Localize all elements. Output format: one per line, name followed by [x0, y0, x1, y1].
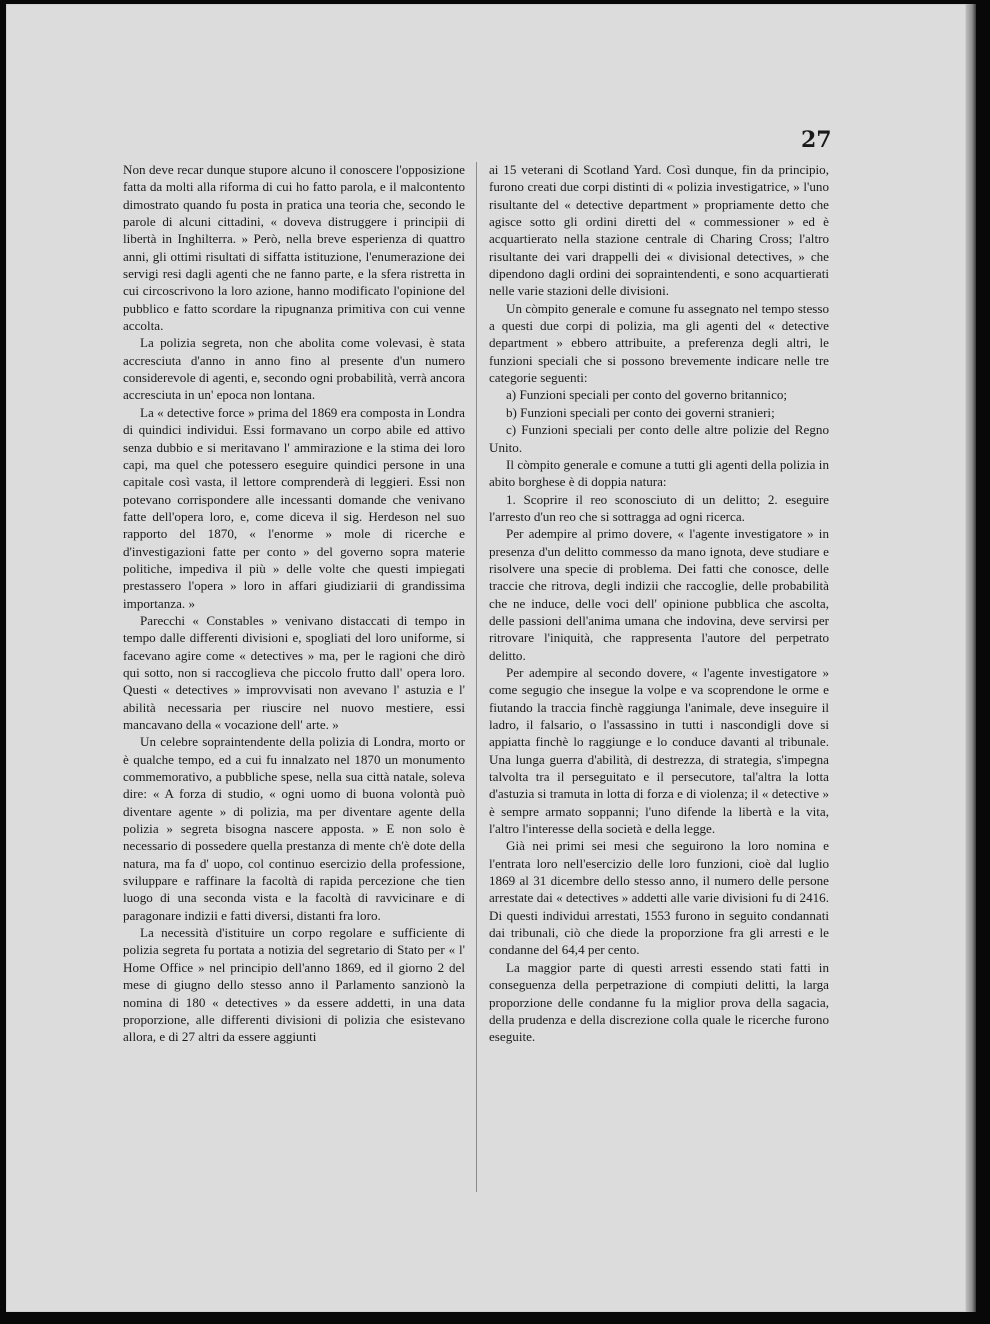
left-text-column [123, 161, 465, 1196]
paragraph: La polizia segreta, non che abolita come volevasi, è stata accresciuta d'anno in anno fino al presente d'un numero considerevole di agenti, e, secondo ogni probabilità, verrà ancora accresciuta in un' epoca non lontana. [123, 335, 465, 403]
paragraph: La necessità d'istituire un corpo regolare e sufficiente di polizia segreta fu portata a notizia del segretario di Stato per « l' Home Office » nel principio dell'anno 1869, ed il giorno 2 del mese di giugno dello stesso anno il Parlamento sanzionò la nomina di 180 « detectives » da essere addetti, in una data proporzione, alle differenti divisioni di polizia che esistevano allora, e di 27 altri da essere aggiunti [123, 925, 465, 1045]
list-item: c) Funzioni speciali per conto delle altre polizie del Regno Unito. [489, 422, 829, 455]
list-item: b) Funzioni speciali per conto dei governi stranieri; [506, 404, 775, 420]
book-page [6, 4, 966, 1312]
paragraph: Non deve recar dunque stupore alcuno il conoscere l'opposizione fatta da molti alla riforma di cui ho fatto parola, e il malcontento dimostrato quando fu posta in pratica una teoria che, secondo le parole di alcuni cittadini, « doveva distruggere i principii di libertà in Inghilterra. » Però, nella breve esperienza di quattro anni, gli ottimi risultati di siffatta istituzione, l'enumerazione dei servigi resi dagli agenti che ne fanno parte, e la sfera ristretta in cui circoscrivono la loro azione, hanno modificato l'opinione del pubblico e fatto scordare la ripugnanza primitiva con cui venne accolta. [123, 162, 465, 334]
paragraph: Per adempire al primo dovere, « l'agente investigatore » in presenza d'un delitto commesso da mano ignota, deve studiare e risolvere una specie di problema. Dei fatti che conosce, delle traccie che ritrova, degli indizii che raccoglie, delle probabilità che ne induce, delle voci dell' opinione pubblica che ascolta, delle passioni dell'anima umana che indovina, deve servirsi per ritrovare l'iniquità, che rappresenta l'autore del perpetrato delitto. [489, 526, 829, 663]
paragraph: Per adempire al secondo dovere, « l'agente investigatore » come segugio che insegue la volpe e va scoprendone le orme e fiutando la traccia finchè raggiunga l'animale, deve inseguire il ladro, il falsario, o l'assassino in tutti i nascondigli dove si appiatta finchè lo raggiunge e lo conduce davanti al tribunale. Una lunga guerra d'abilità, di destrezza, di strategia, s'impegna talvolta tra il perseguitato e il persecutore, tal'altra la lotta d'astuzia si tramuta in lotta di forza e di violenza; il « detective » è sempre armato soppanni; l'uno difende la libertà e la vita, l'altro l'interesse della società e della legge. [489, 664, 829, 837]
paragraph: Il còmpito generale e comune a tutti gli agenti della polizia in abito borghese è di doppia natura: [489, 456, 829, 490]
right-text-column [489, 161, 829, 1196]
paragraph: ai 15 veterani di Scotland Yard. Così dunque, fin da principio, furono creati due corpi distinti di « polizia investigatrice, » l'uno risultante del « detective department » propriamente detto che agisce sotto gli ordini diretti del « commessioner » ed è acquartierato nella stazione centrale di Charing Cross; l'altro risultante dei vari drappelli dei « divisional detectives, » che dipendono dagli ordini dei sopraintendenti, e sono acquartierati nelle varie stazioni delle divisioni. [489, 162, 829, 299]
page-number: 27 [801, 127, 832, 153]
list-item: a) Funzioni speciali per conto del governo britannico; [506, 387, 788, 403]
paragraph: 1. Scoprire il reo sconosciuto di un delitto; 2. eseguire l'arresto d'un reo che si sottragga ad ogni ricerca. [489, 491, 829, 524]
paragraph: Un celebre sopraintendente della polizia di Londra, morto or è qualche tempo, ed a cui fu innalzato nel 1870 un monumento commemorativo, a pubbliche spese, nella sua città natale, soleva dire: « A forza di studio, « ogni uomo di buona volontà può diventare agente » di polizia, ma per diventare agente della polizia » segreta bisogna nascere apposta. » E non solo è necessario di possedere quella prestanza di mente ch'è dote della natura, ma fa d' uopo, col continuo esercizio della professione, sviluppare e raffinare la facoltà di rapida percezione che tien luogo di una seconda vista e la facoltà di ravvicinare e di paragonare indizii e fatti diversi, distanti fra loro. [123, 734, 465, 923]
paragraph: La maggior parte di questi arresti essendo stati fatti in conseguenza della perpetrazione di compiuti delitti, la larga proporzione delle condanne fu la miglior prova della sagacia, della prudenza e della discrezione colla quale le ricerche furono eseguite. [489, 959, 829, 1045]
page-edge-shadow [966, 4, 976, 1312]
paragraph: Un còmpito generale e comune fu assegnato nel tempo stesso a questi due corpi di polizia, ma gli agenti del « detective department » ebbero attribuite, a preferenza degli altri, le funzioni speciali che si possono brevemente indicare nelle tre categorie seguenti: [489, 300, 829, 386]
paragraph: La « detective force » prima del 1869 era composta in Londra di quindici individui. Essi formavano un corpo abile ed attivo senza dubbio e si meritavano l' ammirazione e la stima dei loro capi, ma quel che potessero eseguire quindici persone in una capitale così vasta, il lettore comprenderà di leggieri. Essi non potevano corrispondere alle incessanti domande che venivano fatte dell'opera loro, e, come diceva il sig. Herdeson nel suo rapporto del 1870, « l'enorme » mole di ricerche e d'investigazioni fatte per conto » del governo sopra materie politiche, impediva il più » delle volte che questi impiegati prestassero l'opera » loro in affari giudiziarii di grandissima importanza. » [123, 404, 465, 611]
column-divider [476, 162, 477, 1192]
paragraph: Parecchi « Constables » venivano distaccati di tempo in tempo dalle differenti divisioni e, spogliati del loro uniforme, si facevano agire come « detectives » ma, per le ragioni che dirò qui sotto, non si raccoglieva che piccolo frutto dall' opera loro. Questi « detectives » improvvisati non avevano l' astuzia e l' abilità necessaria per riuscire nel nuovo mestiere, essi mancavano della « vocazione dell' arte. » [123, 612, 465, 732]
paragraph: Già nei primi sei mesi che seguirono la loro nomina e l'entrata loro nell'esercizio delle loro funzioni, cioè dal luglio 1869 al 31 dicembre dello stesso anno, il numero delle persone arrestate dai « detectives » addetti alle varie divisioni fu di 2416. Di questi individui arrestati, 1553 furono in seguito condannati dai tribunali, ciò che diede la proporzione fra gli arresti e le condanne del 64,4 per cento. [489, 838, 829, 958]
